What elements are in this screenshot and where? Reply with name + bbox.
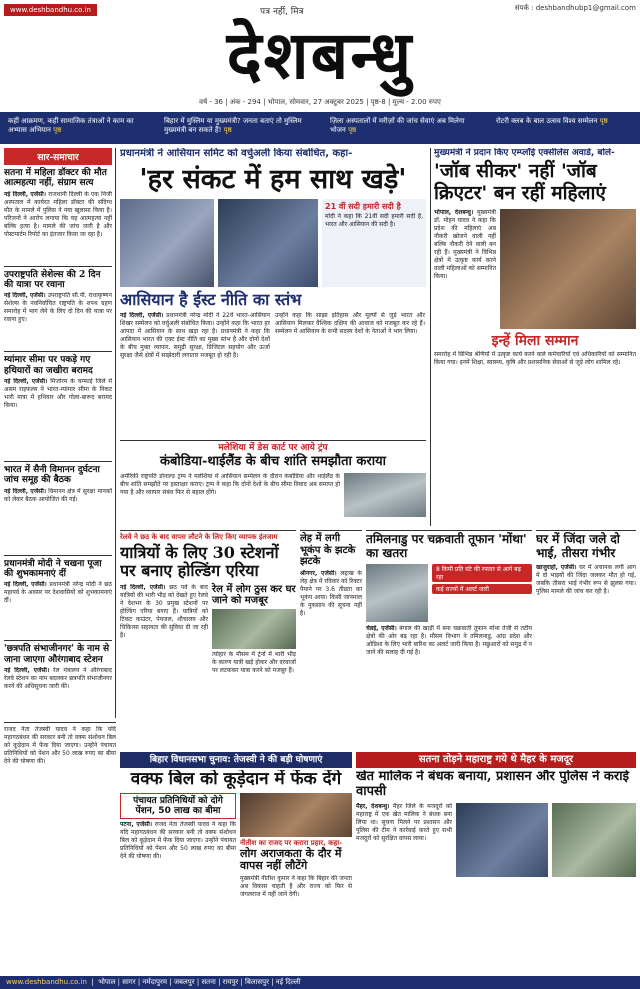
headline[interactable]: सतना में महिला डॉक्टर की मौत आत्महत्या नहीं, संग्राम सत्य	[4, 168, 107, 189]
photo-trump	[344, 473, 426, 517]
newspaper-logo: देशबन्धु	[226, 16, 414, 94]
malaysia-headline[interactable]: कंबोडिया-थाईलैंड के बीच शांति समझौता कराया	[160, 454, 386, 470]
photo-storm	[366, 564, 428, 622]
cyclone-bullet: 8 किमी प्रति घंटे की रफ्तार से आगे बढ़ रहा	[432, 564, 532, 582]
left-bottom-body: राजद नेता तेजस्वी यादव ने कहा कि यदि महागठबंधन की सरकार बनी तो वक्फ संशोधन बिल को कूड़ेदान में फेंक दिया जाएगा। उन्होंने पंचायत प्रतिनिधियों को पेंशन और 50 लाख रुपए का बीमा देने की घोषणा की।	[4, 726, 116, 765]
article-body: नई दिल्ली, एजेंसी। प्रधानमंत्री नरेन्द्र मोदी ने छठ महापर्व के अवसर पर देशवासियों को शुभकामनाएं दीं।	[4, 581, 112, 605]
promo-band	[0, 112, 640, 144]
fire-body: खाजुराहो, एजेंसी। घर में अचानक लगी आग में दो भाइयों की जिंदा जलकर मौत हो गई, जबकि तीसरा भाई गंभीर रूप से झुलस गया। पुलिस मामले की जांच कर रही है।	[536, 563, 636, 595]
maharashtra-headline[interactable]: खेत मालिक ने बंधक बनाया, प्रशासन और पुलिस ने कराई वापसी	[356, 770, 629, 799]
lead-body-continued: उन्होंने कहा कि साझा इतिहास और मूल्यों से जुड़े भारत और आसियान मिलकर वैश्विक दक्षिण की आवाज को मजबूत कर रहे हैं। सम्मेलन में आसियान के सभी सदस्य देशों के नेताओं ने भाग लिया।	[275, 311, 425, 335]
article-body: नई दिल्ली, एजेंसी। उपराष्ट्रपति सी.पी. राधाकृष्णन सेशेल्स के नवनिर्वाचित राष्ट्रपति के शपथ ग्रहण समारोह में भाग लेने के लिए दो दिन की यात्रा पर रवाना हुए।	[4, 292, 112, 324]
cyclone-headline[interactable]: तमिलनाडु पर चक्रवाती तूफान 'मोंथा' का खतरा	[366, 532, 527, 560]
promo-item[interactable]: रोटरी क्लब के बाल उत्सव विश्व सम्मेलन पृष्ठ	[496, 117, 608, 125]
article-body: नई दिल्ली, एजेंसी। विमानन क्षेत्र में सुरक्षा मानकों को लेकर बैठक आयोजित की गई।	[4, 487, 112, 503]
maharashtra-banner: सतना तोड़ने महाराष्ट्र गये थे मैहर के मजदूर	[356, 752, 636, 768]
cm-kicker: मुख्यमंत्री ने प्रदान किए एम्प्लॉई एक्सीलेंस अवार्ड, बोले-	[434, 148, 615, 158]
malaysia-body: अमेरिकी राष्ट्रपति डोनाल्ड ट्रम्प ने मलेशिया में आसियान सम्मेलन के दौरान कंबोडिया और थाईलैंड के बीच शांति समझौते पर हस्ताक्षर कराए। ट्रम्प ने कहा कि दोनों देशों के बीच सीमा विवाद अब समाप्त हो गया है और व्यापार संबंध फिर से बहाल होंगे।	[120, 473, 340, 497]
photo-workers-return	[552, 803, 636, 877]
headline[interactable]: म्यांमार सीमा पर पकड़े गए हथियारों का जखीरा बरामद	[4, 355, 93, 376]
left-bottom	[4, 722, 116, 974]
website-link[interactable]: www.deshbandhu.co.in	[4, 4, 97, 16]
footer: www.deshbandhu.co.in | भोपाल | सागर | नर्मदापुरम | जबलपुर | सतना | रायपुर | बिलासपुर | नई दिल्ली	[0, 976, 640, 989]
nitish-body: मुख्यमंत्री नीतीश कुमार ने कहा कि बिहार की जनता अब विकास चाहती है और राज्य को फिर से जंगलराज में नहीं जाने देगी।	[240, 874, 352, 898]
cyclone-body: चेन्नई, एजेंसी। बंगाल की खाड़ी में बना चक्रवाती तूफान मोंथा तेजी से तटीय क्षेत्रों की ओर बढ़ रहा है। मौसम विभाग ने तमिलनाडु, आंध्र प्रदेश और ओडिशा के लिए भारी बारिश का अलर्ट जारी किया है। मछुआरों को समुद्र में न जाने की सलाह दी गई है।	[366, 624, 532, 656]
footer-website[interactable]: www.deshbandhu.co.in	[6, 978, 87, 986]
headline[interactable]: भारत में सैनी विमानन दुर्घटना जांच समूह की बैठक	[4, 465, 100, 486]
fire-story	[536, 530, 636, 748]
photo-pm-address	[120, 199, 214, 287]
headline[interactable]: उपराष्ट्रपति सेशेल्स की 2 दिन की यात्रा पर रवाना	[4, 269, 101, 291]
railway-kicker: रेलवे ने छठ के बाद वापस लौटने के लिए किए व्यापक इंतजाम	[120, 533, 278, 541]
bihar-body: पटना, एजेंसी। राजद नेता तेजस्वी यादव ने कहा कि यदि महागठबंधन की सरकार बनी तो वक्फ संशोधन बिल को कूड़ेदान में फेंक दिया जाएगा। उन्होंने पंचायत प्रतिनिधियों को पेंशन और 50 लाख रुपए का बीमा देने की घोषणा की।	[120, 821, 236, 861]
railway-side-body: त्योहार के मौसम में ट्रेनों में भारी भीड़ के कारण यात्री खड़े होकर और दरवाजों पर लटककर यात्रा करने को मजबूर हैं।	[212, 650, 296, 674]
right-column	[434, 148, 636, 528]
masthead	[0, 16, 640, 98]
bihar-headline[interactable]: वक्फ बिल को कूड़ेदान में फेंक देंगे	[130, 770, 342, 789]
footer-cities: भोपाल | सागर | नर्मदापुरम | जबलपुर | सतना | रायपुर | बिलासपुर | नई दिल्ली	[98, 978, 301, 986]
article-body: नई दिल्ली, एजेंसी। राजधानी दिल्ली के एक निजी अस्पताल में कार्यरत महिला डॉक्टर की संदिग्ध मौत के मामले में पुलिस ने नया खुलासा किया है। परिजनों ने आरोप लगाया कि यह आत्महत्या नहीं बल्कि हत्या है। मामले की जांच जारी है और पोस्टमार्टम रिपोर्ट का इंतजार किया जा रहा है।	[4, 190, 112, 238]
nitish-headline[interactable]: लोग अराजकता के दौर में वापस नहीं लौटेंगे	[240, 846, 342, 873]
photo-crowded-train	[212, 609, 296, 649]
photo-cm-award	[500, 209, 636, 329]
contact-email[interactable]: संपर्क : deshbandhubp1@gmail.com	[514, 4, 636, 12]
malaysia-story	[120, 440, 426, 526]
bihar-story	[120, 770, 352, 974]
section-header: सार-समाचार	[4, 148, 112, 165]
bihar-banner: बिहार विधानसभा चुनाव: तेजस्वी ने की बड़ी घोषणाएं	[120, 752, 352, 768]
railway-side-headline[interactable]: रेल में लोग ठुस कर घर जाने को मजबूर	[212, 583, 296, 607]
headline[interactable]: प्रधानमंत्री मोदी ने चखना पूजा की शुभकामनाएं दीं	[4, 558, 102, 580]
promo-item[interactable]: ज़िला अस्पतालों में मरीज़ों की जांच सेवाएं अब मिलेगा भोजन पृष्ठ	[330, 117, 465, 134]
photo-caption-box	[322, 199, 426, 287]
caption-title: 21 वीं सदी हमारी सदी है	[325, 201, 401, 211]
photo-tejashwi	[240, 793, 352, 837]
cm-headline[interactable]: 'जॉब सीकर' नहीं 'जॉब क्रिएटर' बन रहीं महिलाएं	[434, 160, 606, 205]
promo-item[interactable]: बिहार में मुस्लिम या मुख्यमंत्री? जनता बताएं तो मुस्लिम मुख्यमंत्री बन सकते हैं! पृष्ठ	[164, 117, 302, 134]
left-column	[4, 148, 112, 718]
malaysia-kicker: मलेशिया में डेस कार्ट पर आये ट्रंप	[218, 443, 328, 453]
honor-body: समारोह में विभिन्न श्रेणियों में उत्कृष्ट कार्य करने वाले कर्मचारियों एवं अधिकारियों को सम्मानित किया गया। इनमें शिक्षा, स्वास्थ्य, कृषि और प्रशासनिक सेवाओं से जुड़े लोग शामिल रहे।	[434, 351, 636, 367]
railway-headline[interactable]: यात्रियों के लिए 30 स्टेशनों पर बनाए होल्डिंग एरिया	[120, 543, 279, 581]
honor-headline[interactable]: इन्हें मिला सम्मान	[491, 333, 579, 350]
article-body: नई दिल्ली, एजेंसी। मिजोरम के चम्फाई जिले में असम राइफल्स ने भारत-म्यांमार सीमा के निकट भारी मात्रा में हथियार और गोला-बारूद बरामद किया।	[4, 378, 112, 410]
fire-headline[interactable]: घर में जिंदा जले दो भाई, तीसरा गंभीर	[536, 532, 620, 560]
article-body: नई दिल्ली, एजेंसी। रेल मंत्रालय ने औरंगाबाद रेलवे स्टेशन का नाम बदलकर छत्रपति संभाजीनगर करने की अधिसूचना जारी की।	[4, 667, 112, 691]
railway-story	[120, 530, 296, 748]
cyclone-bullet: कई राज्यों में अलर्ट जारी	[432, 584, 532, 594]
lead-headline[interactable]: 'हर संकट में हम साथ खड़े'	[139, 163, 407, 195]
maharashtra-story	[356, 770, 636, 974]
lead-subhead[interactable]: आसियान है ईस्ट नीति का स्तंभ	[120, 289, 302, 309]
cm-body: भोपाल, देशबन्धु। मुख्यमंत्री डॉ. मोहन यादव ने कहा कि प्रदेश की महिलाएं अब नौकरी खोजने वाली नहीं बल्कि नौकरी देने वाली बन रही हैं। मुख्यमंत्री ने विभिन्न क्षेत्रों में उत्कृष्ट कार्य करने वाली महिलाओं को सम्मानित किया।	[434, 209, 496, 281]
headline[interactable]: 'छत्रपति संभाजीनगर' के नाम से जाना जाएगा औरंगाबाद स्टेशन	[4, 644, 110, 665]
promo-item[interactable]: कहीं आक्रमण, कहीं सामाजिक तंत्राओं ने काम का अभ्यास अभियान पृष्ठ	[8, 117, 134, 134]
maharashtra-body: मैहर, देशबन्धु। मैहर जिले के मजदूरों को महाराष्ट्र में एक खेत मालिक ने बंधक बना लिया था। सूचना मिलने पर प्रशासन और पुलिस की टीम ने कार्रवाई करते हुए सभी मजदूरों को सुरक्षित वापस लाया।	[356, 802, 452, 842]
photo-asean-summit	[218, 199, 318, 287]
bihar-inset[interactable]: पंचायत प्रतिनिधियों को दोगे पेंशन, 50 लाख का बीमा	[120, 793, 236, 820]
lead-story	[120, 148, 426, 436]
photo-workers	[456, 803, 548, 877]
edition-info: वर्ष - 36 | अंक - 294 | भोपाल, सोमवार, 27 अक्टूबर 2025 | पृष्ठ-8 | मूल्य - 2.00 रुपए	[199, 98, 441, 106]
leh-story	[300, 530, 362, 748]
lead-body: नई दिल्ली, एजेंसी। प्रधानमंत्री नरेन्द्र मोदी ने 22वें भारत-आसियान शिखर सम्मेलन को वर्चुअली संबोधित किया। उन्होंने कहा कि भारत हर आपदा में आसियान के साथ खड़ा रहा है। प्रधानमंत्री ने कहा कि आसियान भारत की एक्ट ईस्ट नीति का मुख्य स्तंभ है और दोनों देशों के बीच मुक्त व्यापार, समुद्री सुरक्षा, डिजिटल सहयोग और ऊर्जा सुरक्षा जैसे क्षेत्रों में साझेदारी लगातार मजबूत हो रही है।	[120, 311, 270, 359]
nitish-kicker: नीतीश का राजद पर करारा प्रहार, कहा-	[240, 838, 343, 847]
leh-headline[interactable]: लेह में लगी भूकंप के झटके झटके	[300, 533, 356, 567]
railway-body: नई दिल्ली, एजेंसी। छठ पर्व के बाद यात्रियों की भारी भीड़ को देखते हुए रेलवे ने देशभर के 30 प्रमुख स्टेशनों पर होल्डिंग एरिया बनाए हैं। यात्रियों को टिकट काउंटर, पेयजल, शौचालय और चिकित्सा सहायता की सुविधा दी जा रही है।	[120, 583, 208, 639]
caption-text: मोदी ने कहा कि 21वीं सदी हमारी सदी है, भारत और आसियान की सदी है।	[325, 212, 423, 228]
cyclone-story	[366, 530, 532, 748]
lead-kicker: प्रधानमंत्री ने आसियान समिट को वर्चुअली किया संबोधित, कहा-	[120, 148, 353, 159]
leh-body: श्रीनगर, एजेंसी। लद्दाख के लेह क्षेत्र में रविवार को रिक्टर पैमाने पर 3.6 तीव्रता का भूकंप आया। किसी जानमाल के नुकसान की सूचना नहीं है।	[300, 569, 362, 617]
tagline: पत्र नहीं, मित्र	[260, 7, 304, 17]
